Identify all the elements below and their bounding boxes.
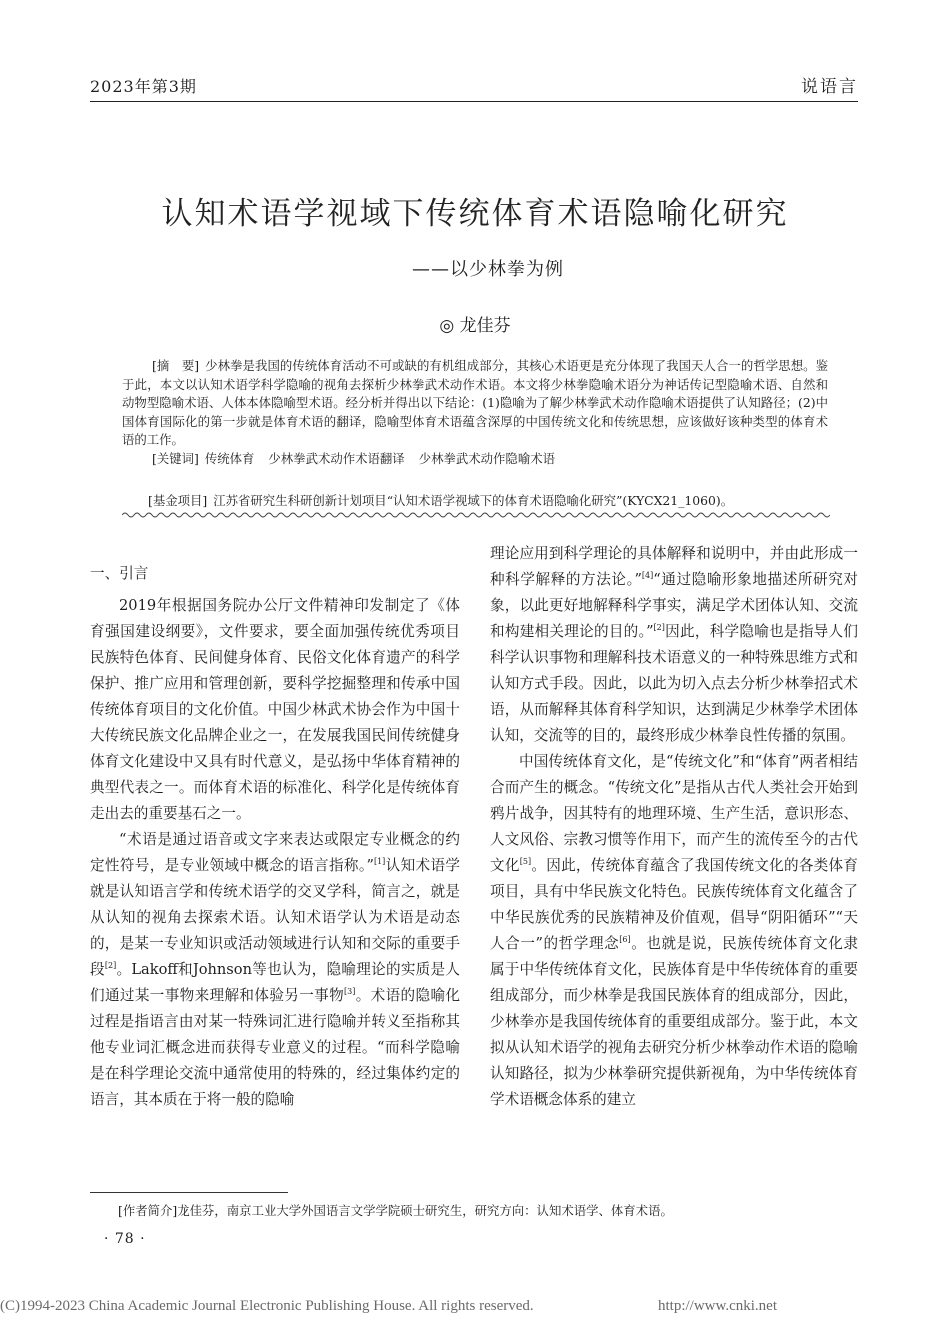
citation: [3]	[344, 987, 356, 997]
keywords	[122, 450, 828, 469]
body-text: “术语是通过语音或文字来表达或限定专业概念的约定性符号，是专业领域中概念的语言指称。”	[90, 831, 460, 874]
article-title: 认知术语学视域下传统体育术语隐喻化研究	[161, 196, 789, 232]
author-mark-icon: ◎	[439, 316, 455, 336]
cnki-link[interactable]: http://www.cnki.net	[658, 1298, 778, 1314]
citation: [6]	[619, 935, 631, 945]
footnote-label: [作者简介]	[118, 1203, 178, 1218]
keyword: 传统体育	[204, 450, 255, 466]
body-paragraph: 2019年根据国务院办公厅文件精神印发制定了《体育强国建设纲要》，文件要求，要全面加强传统优秀项目民族特色体育、民间健身体育、民俗文化体育遗产的科学保护、推广应用和管理创新，要科学挖掘整理和传承中国传统体育项目的文化价值。中国少林武术协会作为中国十大传统民族文化品牌企业之一，在发展我国民间传统健身体育文化建设中又具有时代意义，是弘扬中华体育精神的典型代表之一。而体育术语的标准化、科学化是传统体育走出去的重要基石之一。	[90, 597, 460, 822]
keyword: 少林拳武术动作术语翻译	[268, 450, 405, 466]
body-paragraph	[90, 827, 460, 1113]
body-text: “通过隐喻形象地描述所研究对象，以此更好地解释科学事实，满足学术团体认知、交流和构建相关理论的目的。”	[490, 571, 858, 640]
body-text: 。Lakoff和Johnson等也认为，隐喻理论的实质是人们通过某一事物来理解和体验另一事物	[90, 961, 460, 1004]
article-subtitle: ——以少林拳为例	[412, 259, 564, 280]
author-footnote	[118, 1201, 673, 1219]
abstract-block	[122, 357, 828, 468]
author-name: 龙佳芬	[459, 316, 511, 336]
journal-name: 说语言	[801, 77, 858, 97]
body-paragraph	[490, 541, 858, 749]
fund-info	[148, 491, 733, 509]
fund-label: [基金项目]	[148, 493, 208, 508]
keywords-label: [关键词]	[152, 450, 199, 466]
footnote-text: 龙佳芬，南京工业大学外国语言文学学院硕士研究生，研究方向：认知术语学、体育术语。	[177, 1203, 673, 1218]
copyright-notice: (C)1994-2023 China Academic Journal Electronic Publishing House. All rights reserved.	[0, 1298, 534, 1314]
abstract	[122, 357, 828, 450]
body-text: 中国传统体育文化，是“传统文化”和“体育”两者相结合而产生的概念。“传统文化”是指从古代人类社会开始到鸦片战争，因其特有的地理环境、生产生活，意识形态、人文风俗、宗教习惯等作用下，而产生的流传至今的古代文化	[490, 753, 858, 874]
issue-label: 2023年第3期	[90, 77, 197, 96]
citation: [4]	[641, 571, 654, 581]
fund-text: 江苏省研究生科研创新计划项目“认知术语学视域下的体育术语隐喻化研究”(KYCX21_1060)。	[213, 493, 734, 508]
body-paragraph	[490, 749, 858, 1113]
citation: [1]	[373, 857, 386, 867]
citation: [2]	[653, 623, 665, 633]
wavy-divider	[122, 510, 830, 520]
body-text: 。术语的隐喻化过程是指语言由对某一特殊词汇进行隐喻并转义至指称其他专业词汇概念进而获得专业意义的过程。“而科学隐喻是在科学理论交流中通常使用的特殊的，经过集体约定的语言，其本质在于将一般的隐喻	[90, 987, 460, 1108]
body-right-column	[490, 541, 858, 1113]
author-line	[0, 311, 950, 336]
citation: [5]	[519, 857, 532, 867]
section-heading: 一、引言	[90, 565, 149, 582]
body-left-column	[90, 561, 460, 1113]
citation: [2]	[104, 961, 117, 971]
abstract-label: [摘 要]	[152, 358, 200, 373]
header-divider	[90, 101, 858, 102]
body-text: 。因此，传统体育蕴含了我国传统文化的各类体育项目，具有中华民族文化特色。民族传统体育文化蕴含了中华民族优秀的民族精神及价值观，倡导“阴阳循环”“天人合一”的哲学理念	[490, 857, 858, 952]
body-text: 理论应用到科学理论的具体解释和说明中，并由此形成一种科学解释的方法论。”	[490, 545, 858, 588]
footnote-divider	[90, 1192, 288, 1193]
body-text: 认知术语学就是认知语言学和传统术语学的交叉学科，简言之，就是从认知的视角去探索术语。认知术语学认为术语是动态的，是某一专业知识或活动领域进行认知和交际的重要手段	[90, 857, 460, 978]
abstract-text: 少林拳是我国的传统体育活动不可或缺的有机组成部分，其核心术语更是充分体现了我国天人合一的哲学思想。鉴于此，本文以认知术语学科学隐喻的视角去探析少林拳武术动作术语。本文将少林拳隐喻术语分为神话传记型隐喻术语、自然和动物型隐喻术语、人体本体隐喻型术语。经分析并得出以下结论：(1)隐喻为了解少林拳武术动作隐喻术语提供了认知路径；(2)中国体育国际化的第一步就是体育术语的翻译，隐喻型体育术语蕴含深厚的中国传统文化和传统思想，应该做好该种类型的体育术语的工作。	[122, 358, 828, 447]
body-text: 因此，科学隐喻也是指导人们科学认识事物和理解科技术语意义的一种特殊思维方式和认知方式手段。因此，以此为切入点去分析少林拳招式术语，从而解释其体育科学知识，达到满足少林拳学术团体认知，交流等的目的，最终形成少林拳良性传播的氛围。	[490, 623, 858, 744]
keyword: 少林拳武术动作隐喻术语	[418, 450, 555, 466]
page-number: · 78 ·	[104, 1231, 146, 1247]
body-text: 。也就是说，民族传统体育文化隶属于中华传统体育文化，民族体育是中华传统体育的重要组成部分，而少林拳是我国民族体育的组成部分，因此，少林拳亦是我国传统体育的重要组成部分。鉴于此，本文拟从认知术语学的视角去研究分析少林拳动作术语的隐喻认知路径，拟为少林拳研究提供新视角，为中华传统体育学术语概念体系的建立	[490, 935, 858, 1108]
